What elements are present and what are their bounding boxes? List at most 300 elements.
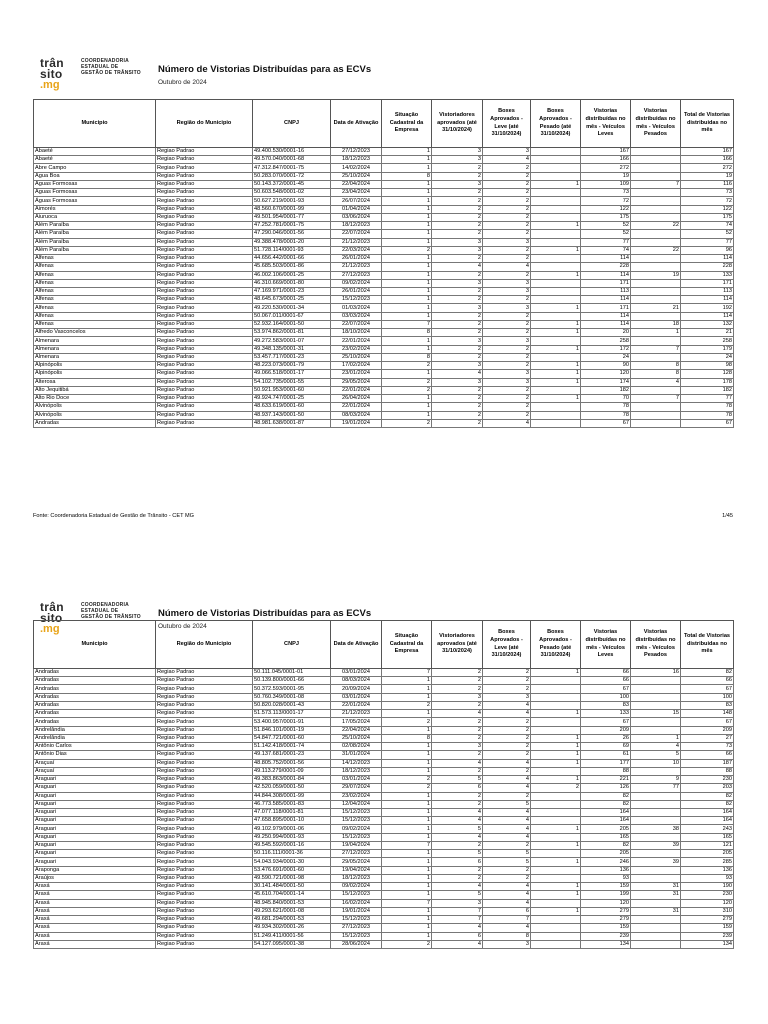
cell-vistoriadores: 3 — [432, 743, 483, 751]
cell-vistoriadores: 2 — [432, 197, 483, 205]
table-row — [34, 907, 734, 915]
cell-boxes-pesado: 1 — [531, 891, 581, 899]
cell-boxes-leve: 2 — [483, 255, 531, 263]
cell-data-ativacao: 09/02/2024 — [331, 279, 382, 287]
cell-vistorias-leves: 114 — [581, 312, 631, 320]
cell-boxes-leve: 2 — [483, 726, 531, 734]
cell-data-ativacao: 18/12/2023 — [331, 156, 382, 164]
table-row — [34, 858, 734, 866]
cell-total: 192 — [681, 304, 734, 312]
cell-data-ativacao: 28/06/2024 — [331, 940, 382, 948]
cell-situacao: 1 — [382, 932, 432, 940]
cell-regiao: Regiao Padrao — [156, 940, 253, 948]
cell-boxes-pesado: 1 — [531, 329, 581, 337]
cell-boxes-pesado — [531, 874, 581, 882]
cell-boxes-pesado — [531, 866, 581, 874]
cell-data-ativacao: 31/01/2024 — [331, 751, 382, 759]
cell-vistorias-pesados: 7 — [631, 345, 681, 353]
cell-regiao: Regiao Padrao — [156, 329, 253, 337]
table-row — [34, 734, 734, 742]
document-page-2 — [0, 578, 768, 1024]
table-row — [34, 370, 734, 378]
cell-boxes-pesado — [531, 156, 581, 164]
cell-regiao: Regiao Padrao — [156, 899, 253, 907]
cell-regiao: Regiao Padrao — [156, 320, 253, 328]
cell-regiao: Regiao Padrao — [156, 362, 253, 370]
cell-vistorias-leves: 228 — [581, 263, 631, 271]
cell-data-ativacao: 23/04/2024 — [331, 189, 382, 197]
cell-data-ativacao: 03/01/2024 — [331, 776, 382, 784]
table-row — [34, 395, 734, 403]
cell-boxes-leve: 6 — [483, 907, 531, 915]
cell-municipio: Alfredo Vasconcelos — [34, 329, 156, 337]
cell-vistorias-leves: 120 — [581, 899, 631, 907]
cell-cnpj: 54.127.095/0001-38 — [253, 940, 331, 948]
cell-vistorias-pesados — [631, 792, 681, 800]
cell-boxes-pesado: 1 — [531, 345, 581, 353]
cell-situacao: 1 — [382, 395, 432, 403]
cell-cnpj: 49.501.954/0001-77 — [253, 213, 331, 221]
cell-boxes-leve: 2 — [483, 362, 531, 370]
cell-regiao: Regiao Padrao — [156, 296, 253, 304]
cell-vistoriadores: 4 — [432, 883, 483, 891]
cell-total: 82 — [681, 800, 734, 808]
cell-boxes-leve: 4 — [483, 817, 531, 825]
cell-vistoriadores: 2 — [432, 419, 483, 427]
cell-situacao: 8 — [382, 172, 432, 180]
cell-situacao: 1 — [382, 370, 432, 378]
cell-municipio: Andradas — [34, 710, 156, 718]
organization-name: COORDENADORIA ESTADUAL DE GESTÃO DE TRÂNSITO — [81, 58, 141, 76]
cell-cnpj: 49.570.040/0001-68 — [253, 156, 331, 164]
cell-regiao: Regiao Padrao — [156, 271, 253, 279]
document-subtitle: Outubro de 2024 — [158, 79, 207, 86]
cell-regiao: Regiao Padrao — [156, 246, 253, 254]
cell-vistoriadores: 2 — [432, 866, 483, 874]
cell-total: 66 — [681, 751, 734, 759]
cell-situacao: 1 — [382, 411, 432, 419]
cell-data-ativacao: 27/12/2023 — [331, 924, 382, 932]
cell-total: 258 — [681, 337, 734, 345]
cell-situacao: 2 — [382, 718, 432, 726]
cell-vistorias-pesados — [631, 255, 681, 263]
cell-vistoriadores: 2 — [432, 411, 483, 419]
cell-data-ativacao: 15/12/2023 — [331, 808, 382, 816]
cell-vistorias-leves: 78 — [581, 403, 631, 411]
table-row — [34, 172, 734, 180]
table-row — [34, 883, 734, 891]
cell-boxes-pesado — [531, 255, 581, 263]
cell-vistorias-leves: 175 — [581, 213, 631, 221]
cell-municipio: Além Paraíba — [34, 230, 156, 238]
cell-municipio: Alvinópolis — [34, 411, 156, 419]
cell-vistoriadores: 2 — [432, 874, 483, 882]
cell-data-ativacao: 29/07/2024 — [331, 784, 382, 792]
cell-regiao: Regiao Padrao — [156, 759, 253, 767]
cell-vistorias-leves: 221 — [581, 776, 631, 784]
cell-boxes-pesado — [531, 800, 581, 808]
cell-boxes-leve: 4 — [483, 156, 531, 164]
cell-vistorias-leves: 24 — [581, 353, 631, 361]
page-header — [40, 58, 740, 98]
cell-vistorias-pesados — [631, 693, 681, 701]
table-row — [34, 924, 734, 932]
cell-cnpj: 52.932.164/0001-50 — [253, 320, 331, 328]
cell-boxes-pesado: 1 — [531, 858, 581, 866]
cell-situacao: 2 — [382, 386, 432, 394]
cell-regiao: Regiao Padrao — [156, 213, 253, 221]
cell-regiao: Regiao Padrao — [156, 693, 253, 701]
cell-situacao: 1 — [382, 710, 432, 718]
cell-boxes-leve: 2 — [483, 197, 531, 205]
cell-vistoriadores: 2 — [432, 792, 483, 800]
cell-regiao: Regiao Padrao — [156, 784, 253, 792]
cell-total: 114 — [681, 312, 734, 320]
transito-mg-logo: trân sito .mg — [40, 600, 64, 635]
cell-data-ativacao: 29/05/2024 — [331, 858, 382, 866]
cell-situacao: 1 — [382, 205, 432, 213]
cell-situacao: 1 — [382, 916, 432, 924]
cell-data-ativacao: 15/12/2023 — [331, 296, 382, 304]
table-row — [34, 329, 734, 337]
cell-boxes-pesado — [531, 230, 581, 238]
cell-vistorias-leves: 159 — [581, 924, 631, 932]
cell-total: 73 — [681, 743, 734, 751]
cell-vistoriadores: 2 — [432, 701, 483, 709]
table-row — [34, 362, 734, 370]
cell-boxes-pesado — [531, 701, 581, 709]
cell-regiao: Regiao Padrao — [156, 353, 253, 361]
cell-municipio: Alfenas — [34, 296, 156, 304]
cell-situacao: 1 — [382, 213, 432, 221]
cell-regiao: Regiao Padrao — [156, 850, 253, 858]
cell-vistorias-pesados — [631, 800, 681, 808]
cell-vistorias-leves: 122 — [581, 205, 631, 213]
cell-vistorias-pesados — [631, 148, 681, 156]
cell-data-ativacao: 19/01/2024 — [331, 419, 382, 427]
cell-boxes-leve: 2 — [483, 164, 531, 172]
cell-boxes-pesado: 1 — [531, 907, 581, 915]
cell-cnpj: 48.633.619/0001-60 — [253, 403, 331, 411]
cell-regiao: Regiao Padrao — [156, 891, 253, 899]
cell-vistorias-leves: 67 — [581, 718, 631, 726]
cell-municipio: Araguari — [34, 776, 156, 784]
cell-municipio: Antônio Carlos — [34, 743, 156, 751]
cell-boxes-pesado: 1 — [531, 734, 581, 742]
cell-regiao: Regiao Padrao — [156, 230, 253, 238]
cell-municipio: Araguari — [34, 850, 156, 858]
cell-regiao: Regiao Padrao — [156, 403, 253, 411]
cell-data-ativacao: 15/12/2023 — [331, 916, 382, 924]
cell-cnpj: 49.250.994/0001-93 — [253, 833, 331, 841]
cell-vistorias-leves: 171 — [581, 304, 631, 312]
cell-regiao: Regiao Padrao — [156, 792, 253, 800]
cell-total: 167 — [681, 148, 734, 156]
cell-boxes-leve: 2 — [483, 767, 531, 775]
cell-vistorias-pesados — [631, 403, 681, 411]
cell-municipio: Alto Jequitibá — [34, 386, 156, 394]
cell-total: 77 — [681, 238, 734, 246]
cell-vistorias-pesados: 7 — [631, 395, 681, 403]
cell-boxes-pesado — [531, 263, 581, 271]
cell-total: 88 — [681, 767, 734, 775]
cell-total: 67 — [681, 718, 734, 726]
cell-boxes-pesado — [531, 726, 581, 734]
cell-data-ativacao: 22/04/2024 — [331, 726, 382, 734]
cell-data-ativacao: 15/12/2023 — [331, 817, 382, 825]
table-row — [34, 189, 734, 197]
cell-situacao: 1 — [382, 907, 432, 915]
cell-boxes-pesado: 1 — [531, 669, 581, 677]
cell-cnpj: 30.141.484/0001-50 — [253, 883, 331, 891]
cell-situacao: 1 — [382, 263, 432, 271]
cell-total: 148 — [681, 710, 734, 718]
cell-vistorias-leves: 133 — [581, 710, 631, 718]
cell-cnpj: 48.560.670/0001-99 — [253, 205, 331, 213]
cell-boxes-leve: 3 — [483, 693, 531, 701]
vistorias-table — [33, 620, 734, 949]
table-row — [34, 800, 734, 808]
cell-data-ativacao: 22/01/2024 — [331, 386, 382, 394]
cell-data-ativacao: 01/03/2024 — [331, 304, 382, 312]
cell-data-ativacao: 18/12/2023 — [331, 874, 382, 882]
cell-data-ativacao: 14/02/2024 — [331, 164, 382, 172]
cell-vistoriadores: 2 — [432, 403, 483, 411]
cell-situacao: 1 — [382, 924, 432, 932]
cell-data-ativacao: 02/08/2024 — [331, 743, 382, 751]
cell-situacao: 1 — [382, 164, 432, 172]
cell-boxes-leve: 2 — [483, 386, 531, 394]
cell-cnpj: 49.272.583/0001-07 — [253, 337, 331, 345]
cell-vistorias-leves: 172 — [581, 345, 631, 353]
cell-situacao: 1 — [382, 271, 432, 279]
cell-boxes-leve: 2 — [483, 743, 531, 751]
table-row — [34, 353, 734, 361]
cell-vistorias-pesados — [631, 932, 681, 940]
cell-boxes-pesado — [531, 833, 581, 841]
cell-boxes-leve: 4 — [483, 825, 531, 833]
cell-municipio: Alfenas — [34, 279, 156, 287]
cell-boxes-leve: 2 — [483, 222, 531, 230]
cell-vistorias-pesados: 22 — [631, 222, 681, 230]
cell-total: 228 — [681, 263, 734, 271]
cell-vistorias-leves: 258 — [581, 337, 631, 345]
cell-boxes-leve: 2 — [483, 180, 531, 188]
cell-vistoriadores: 5 — [432, 825, 483, 833]
cell-boxes-leve: 4 — [483, 263, 531, 271]
table-row — [34, 833, 734, 841]
cell-boxes-leve: 3 — [483, 287, 531, 295]
cell-vistorias-pesados — [631, 386, 681, 394]
cell-data-ativacao: 26/04/2024 — [331, 395, 382, 403]
cell-vistorias-leves: 114 — [581, 271, 631, 279]
cell-vistorias-pesados: 5 — [631, 751, 681, 759]
cell-situacao: 7 — [382, 320, 432, 328]
cell-boxes-leve: 2 — [483, 189, 531, 197]
cell-regiao: Regiao Padrao — [156, 222, 253, 230]
cell-regiao: Regiao Padrao — [156, 205, 253, 213]
cell-regiao: Regiao Padrao — [156, 164, 253, 172]
cell-regiao: Regiao Padrao — [156, 197, 253, 205]
cell-data-ativacao: 27/12/2023 — [331, 148, 382, 156]
cell-cnpj: 47.290.046/0001-56 — [253, 230, 331, 238]
cell-boxes-leve: 2 — [483, 751, 531, 759]
cell-total: 230 — [681, 891, 734, 899]
page-number: 1/45 — [722, 513, 733, 519]
cell-vistorias-pesados: 9 — [631, 776, 681, 784]
table-row — [34, 411, 734, 419]
cell-vistoriadores: 4 — [432, 759, 483, 767]
cell-boxes-pesado: 1 — [531, 395, 581, 403]
table-row — [34, 156, 734, 164]
cell-vistorias-leves: 114 — [581, 296, 631, 304]
cell-vistorias-pesados: 16 — [631, 669, 681, 677]
document-title: Número de Vistorias Distribuídas para as ECVs — [158, 64, 372, 75]
cell-cnpj: 48.223.073/0001-79 — [253, 362, 331, 370]
cell-total: 134 — [681, 940, 734, 948]
table-row — [34, 669, 734, 677]
cell-data-ativacao: 03/01/2024 — [331, 669, 382, 677]
table-row — [34, 222, 734, 230]
cell-boxes-leve: 2 — [483, 353, 531, 361]
cell-municipio: Andradas — [34, 669, 156, 677]
cell-boxes-pesado: 1 — [531, 362, 581, 370]
cell-cnpj: 49.066.518/0001-17 — [253, 370, 331, 378]
cell-vistorias-leves: 83 — [581, 701, 631, 709]
cell-cnpj: 49.220.530/0001-34 — [253, 304, 331, 312]
cell-vistorias-pesados — [631, 287, 681, 295]
cell-boxes-leve: 5 — [483, 800, 531, 808]
cell-situacao: 1 — [382, 189, 432, 197]
cell-situacao: 1 — [382, 800, 432, 808]
cell-situacao: 1 — [382, 345, 432, 353]
cell-boxes-leve: 2 — [483, 312, 531, 320]
cell-municipio: Araçuaí — [34, 759, 156, 767]
table-row — [34, 841, 734, 849]
cell-boxes-leve: 2 — [483, 230, 531, 238]
cell-boxes-leve: 4 — [483, 419, 531, 427]
header-regiao: Região do Municipio — [156, 100, 253, 148]
cell-municipio: Almenara — [34, 345, 156, 353]
cell-boxes-pesado — [531, 817, 581, 825]
cell-vistorias-leves: 82 — [581, 792, 631, 800]
cell-vistorias-leves: 159 — [581, 883, 631, 891]
cell-boxes-pesado — [531, 213, 581, 221]
cell-vistorias-leves: 77 — [581, 238, 631, 246]
cell-data-ativacao: 19/01/2024 — [331, 907, 382, 915]
cell-vistoriadores: 2 — [432, 685, 483, 693]
table-row — [34, 825, 734, 833]
cell-cnpj: 49.102.979/0001-06 — [253, 825, 331, 833]
cell-data-ativacao: 17/02/2024 — [331, 362, 382, 370]
cell-cnpj: 53.457.717/0001-23 — [253, 353, 331, 361]
cell-cnpj: 47.312.847/0001-75 — [253, 164, 331, 172]
cell-regiao: Regiao Padrao — [156, 833, 253, 841]
cell-boxes-pesado: 1 — [531, 180, 581, 188]
cell-vistoriadores: 2 — [432, 718, 483, 726]
cell-data-ativacao: 25/10/2024 — [331, 172, 382, 180]
cell-data-ativacao: 21/12/2023 — [331, 238, 382, 246]
cell-regiao: Regiao Padrao — [156, 817, 253, 825]
cell-regiao: Regiao Padrao — [156, 808, 253, 816]
table-row — [34, 378, 734, 386]
cell-data-ativacao: 18/12/2023 — [331, 767, 382, 775]
cell-cnpj: 46.310.669/0001-80 — [253, 279, 331, 287]
cell-vistoriadores: 2 — [432, 395, 483, 403]
cell-vistorias-pesados: 19 — [631, 271, 681, 279]
cell-municipio: Águas Formosas — [34, 189, 156, 197]
table-row — [34, 718, 734, 726]
cell-boxes-pesado: 1 — [531, 378, 581, 386]
cell-total: 74 — [681, 222, 734, 230]
cell-vistorias-pesados — [631, 353, 681, 361]
cell-situacao: 2 — [382, 701, 432, 709]
cell-total: 187 — [681, 759, 734, 767]
cell-boxes-pesado — [531, 189, 581, 197]
cell-vistorias-leves: 74 — [581, 246, 631, 254]
table-row — [34, 726, 734, 734]
cell-boxes-pesado: 1 — [531, 246, 581, 254]
cell-data-ativacao: 15/12/2023 — [331, 932, 382, 940]
cell-vistorias-pesados — [631, 833, 681, 841]
cell-vistorias-leves: 174 — [581, 378, 631, 386]
cell-cnpj: 48.981.638/0001-87 — [253, 419, 331, 427]
cell-total: 113 — [681, 287, 734, 295]
cell-municipio: Araguari — [34, 800, 156, 808]
cell-total: 72 — [681, 197, 734, 205]
table-row — [34, 817, 734, 825]
cell-boxes-pesado — [531, 164, 581, 172]
cell-vistorias-leves: 199 — [581, 891, 631, 899]
cell-cnpj: 47.658.895/0001-10 — [253, 817, 331, 825]
header-cnpj: CNPJ — [253, 100, 331, 148]
cell-total: 132 — [681, 320, 734, 328]
cell-vistorias-leves: 66 — [581, 669, 631, 677]
cell-vistorias-pesados — [631, 296, 681, 304]
cell-cnpj: 42.520.059/0001-50 — [253, 784, 331, 792]
table-row — [34, 784, 734, 792]
cell-data-ativacao: 22/07/2024 — [331, 230, 382, 238]
cell-vistorias-pesados — [631, 312, 681, 320]
cell-regiao: Regiao Padrao — [156, 916, 253, 924]
cell-vistorias-leves: 165 — [581, 833, 631, 841]
cell-vistoriadores: 3 — [432, 378, 483, 386]
table-row — [34, 279, 734, 287]
cell-vistorias-pesados: 4 — [631, 743, 681, 751]
cell-boxes-leve: 3 — [483, 940, 531, 948]
cell-cnpj: 51.249.411/0001-56 — [253, 932, 331, 940]
cell-cnpj: 48.937.143/0001-50 — [253, 411, 331, 419]
cell-vistorias-pesados: 31 — [631, 907, 681, 915]
cell-boxes-leve: 3 — [483, 378, 531, 386]
cell-cnpj: 47.252.781/0001-75 — [253, 222, 331, 230]
cell-vistorias-pesados — [631, 337, 681, 345]
cell-vistorias-pesados — [631, 767, 681, 775]
cell-vistorias-leves: 90 — [581, 362, 631, 370]
cell-cnpj: 49.545.592/0001-16 — [253, 841, 331, 849]
cell-municipio: Aimorés — [34, 205, 156, 213]
cell-data-ativacao: 22/01/2024 — [331, 701, 382, 709]
cell-situacao: 1 — [382, 767, 432, 775]
document-title: Número de Vistorias Distribuídas para as ECVs — [158, 608, 372, 619]
cell-boxes-leve: 2 — [483, 669, 531, 677]
cell-vistorias-leves: 19 — [581, 172, 631, 180]
cell-cnpj: 49.590.721/0001-98 — [253, 874, 331, 882]
cell-municipio: Araguari — [34, 808, 156, 816]
cell-vistorias-pesados: 1 — [631, 329, 681, 337]
cell-boxes-pesado — [531, 685, 581, 693]
cell-vistorias-leves: 61 — [581, 751, 631, 759]
